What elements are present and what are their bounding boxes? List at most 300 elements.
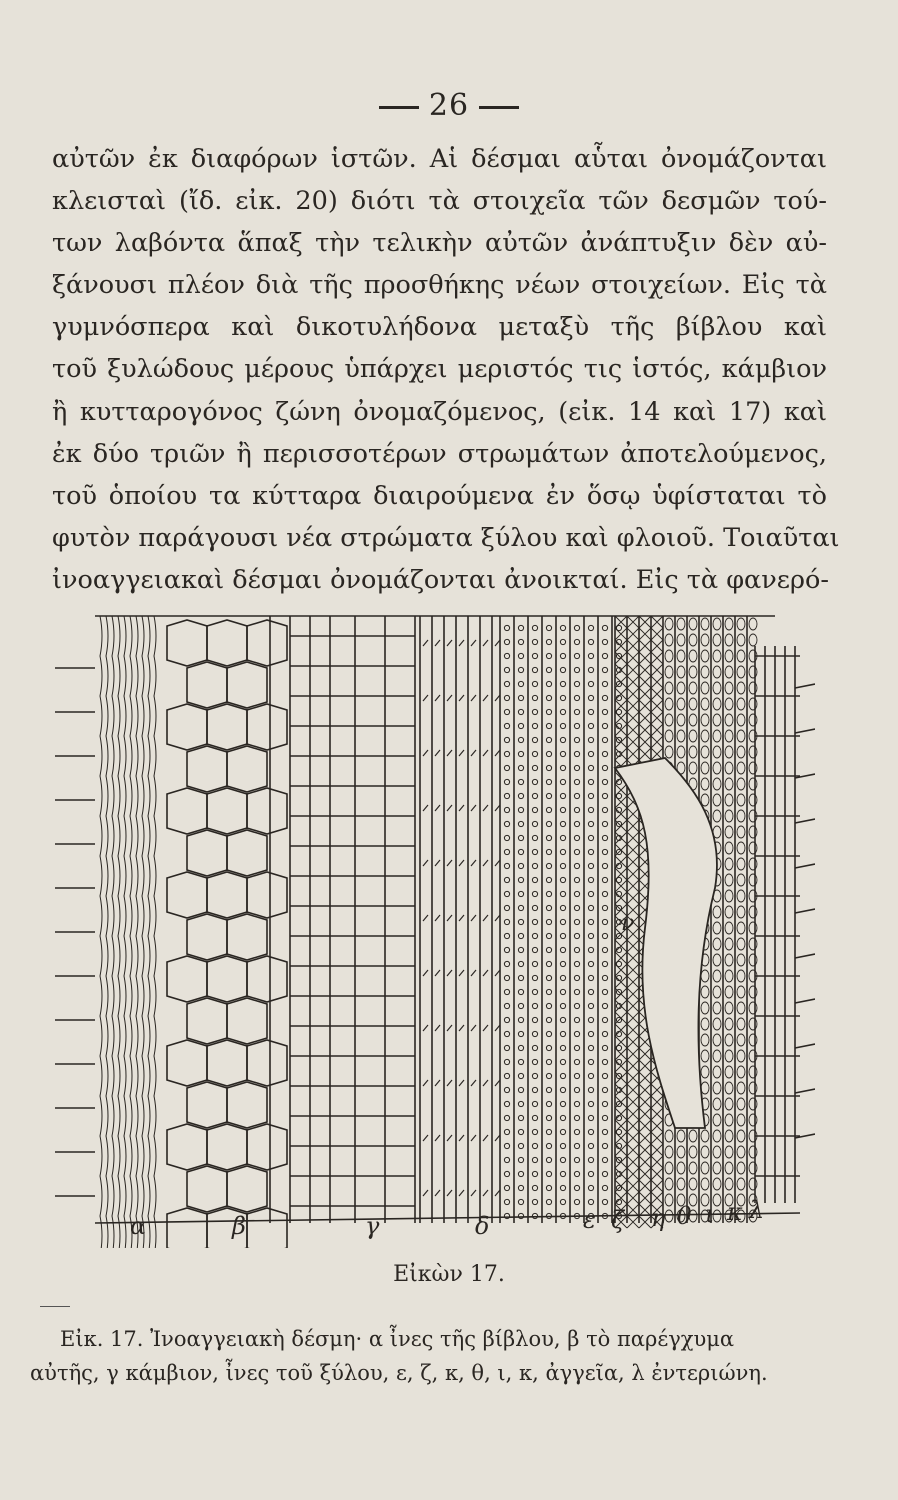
vessel-pit bbox=[574, 821, 579, 826]
edge-tick-right bbox=[795, 864, 815, 868]
vessel-pit bbox=[602, 905, 607, 910]
vessel-ring bbox=[737, 794, 745, 806]
vessel-pit bbox=[560, 751, 565, 756]
vessel-hatch bbox=[639, 748, 651, 760]
vessel-ring bbox=[737, 746, 745, 758]
vessel-ring bbox=[725, 682, 733, 694]
caption-rule bbox=[40, 1306, 70, 1307]
vessel-pit bbox=[518, 989, 523, 994]
vessel-pit bbox=[504, 1171, 509, 1176]
edge-tick-right bbox=[795, 999, 815, 1003]
parenchyma-cell bbox=[187, 662, 227, 708]
fiber-line bbox=[124, 616, 126, 1248]
vessel-pit bbox=[518, 1129, 523, 1134]
vessel-ring bbox=[677, 634, 685, 646]
vessel-ring bbox=[737, 938, 745, 950]
fiber-mark bbox=[423, 805, 428, 811]
parenchyma-cell bbox=[207, 704, 247, 750]
fiber-mark bbox=[423, 970, 428, 976]
vessel-pit bbox=[588, 737, 593, 742]
vessel-hatch bbox=[651, 652, 663, 664]
vessel-pit bbox=[518, 751, 523, 756]
vessel-pit bbox=[546, 695, 551, 700]
vessel-ring bbox=[713, 746, 721, 758]
vessel-ring bbox=[689, 1178, 697, 1190]
vessel-pit bbox=[532, 1129, 537, 1134]
fiber-mark bbox=[435, 915, 440, 921]
vessel-pit bbox=[560, 1101, 565, 1106]
body-line: φυτὸν παράγουσι νέα στρώματα ξύλου καὶ φλοιοῦ. Τοιαῦται bbox=[52, 522, 840, 553]
vessel-pit bbox=[574, 989, 579, 994]
vessel-pit bbox=[588, 1171, 593, 1176]
vessel-pit bbox=[504, 849, 509, 854]
vessel-ring bbox=[737, 1034, 745, 1046]
vessel-ring bbox=[689, 650, 697, 662]
vessel-pit bbox=[546, 1031, 551, 1036]
vessel-ring bbox=[737, 1098, 745, 1110]
fiber-line bbox=[118, 616, 120, 1248]
vessel-hatch bbox=[627, 1156, 639, 1168]
fiber-mark bbox=[483, 1135, 488, 1141]
vessel-ring bbox=[725, 1178, 733, 1190]
vessel-pit bbox=[518, 625, 523, 630]
edge-tick-right bbox=[795, 684, 815, 688]
vessel-pit bbox=[546, 1115, 551, 1120]
body-line: κλεισταὶ (ἴδ. εἰκ. 20) διότι τὰ στοιχεῖα τῶν δεσμῶν τού- bbox=[52, 186, 827, 217]
vessel-pit bbox=[546, 975, 551, 980]
vessel-pit bbox=[588, 933, 593, 938]
vessel-pit bbox=[560, 793, 565, 798]
fiber-mark bbox=[435, 1135, 440, 1141]
figure-label-lambda: λ bbox=[749, 1196, 765, 1224]
vessel-hatch bbox=[627, 1024, 639, 1036]
vessel-pit bbox=[602, 961, 607, 966]
vessel-ring bbox=[665, 634, 673, 646]
vessel-pit bbox=[602, 1157, 607, 1162]
vessel-pit bbox=[504, 821, 509, 826]
vessel-hatch bbox=[627, 1180, 639, 1192]
vessel-ring bbox=[677, 1146, 685, 1158]
fiber-mark bbox=[459, 695, 464, 701]
edge-tick-right bbox=[795, 819, 815, 823]
vessel-pit bbox=[560, 975, 565, 980]
vessel-pit bbox=[532, 807, 537, 812]
vessel-pit bbox=[518, 891, 523, 896]
vessel-pit bbox=[504, 765, 509, 770]
vessel-pit bbox=[504, 667, 509, 672]
vessel-ring bbox=[689, 634, 697, 646]
vessel-pit bbox=[546, 1073, 551, 1078]
fiber-line bbox=[106, 616, 108, 1248]
vessel-pit bbox=[574, 877, 579, 882]
vessel-ring bbox=[713, 714, 721, 726]
vessel-pit bbox=[588, 891, 593, 896]
fiber-mark bbox=[459, 805, 464, 811]
vessel-hatch bbox=[651, 1180, 663, 1192]
vessel-ring bbox=[701, 1162, 709, 1174]
fiber-mark bbox=[471, 860, 476, 866]
vessel-pit bbox=[588, 681, 593, 686]
vessel-ring bbox=[737, 1018, 745, 1030]
vessel-pit bbox=[588, 849, 593, 854]
vessel-pit bbox=[504, 975, 509, 980]
figure-label-gamma: γ bbox=[365, 1212, 380, 1240]
vessel-pit bbox=[504, 835, 509, 840]
vessel-hatch bbox=[627, 952, 639, 964]
vessel-hatch bbox=[627, 844, 639, 856]
vessel-pit bbox=[574, 653, 579, 658]
vessel-pit bbox=[518, 877, 523, 882]
vessel-pit bbox=[532, 1157, 537, 1162]
figure-label-iota: ι bbox=[705, 1200, 715, 1228]
fiber-line bbox=[130, 616, 132, 1248]
fiber-mark bbox=[447, 805, 452, 811]
vessel-hatch bbox=[615, 808, 627, 820]
vessel-ring bbox=[677, 618, 685, 630]
fiber-line bbox=[148, 616, 150, 1248]
vessel-hatch bbox=[639, 724, 651, 736]
vessel-pit bbox=[504, 653, 509, 658]
vessel-ring bbox=[713, 906, 721, 918]
vessel-hatch bbox=[627, 868, 639, 880]
fiber-mark bbox=[459, 1025, 464, 1031]
vessel-pit bbox=[546, 821, 551, 826]
vessel-ring bbox=[677, 698, 685, 710]
body-line: τοῦ ξυλώδους μέρους ὑπάρχει μεριστός τις ἱστός, κάμβιον bbox=[52, 354, 827, 385]
vessel-pit bbox=[588, 1157, 593, 1162]
vessel-hatch bbox=[615, 640, 627, 652]
vessel-hatch bbox=[651, 1096, 663, 1108]
vessel-pit bbox=[560, 1115, 565, 1120]
vessel-hatch bbox=[651, 1156, 663, 1168]
vessel-pit bbox=[504, 989, 509, 994]
vessel-pit bbox=[532, 1017, 537, 1022]
vessel-pit bbox=[518, 1003, 523, 1008]
vessel-pit bbox=[560, 1031, 565, 1036]
fiber-mark bbox=[471, 1190, 476, 1196]
vessel-ring bbox=[677, 666, 685, 678]
vessel-ring bbox=[737, 890, 745, 902]
vessel-pit bbox=[532, 947, 537, 952]
vessel-ring bbox=[701, 1034, 709, 1046]
vessel-hatch bbox=[627, 1084, 639, 1096]
vessel-hatch bbox=[615, 1060, 627, 1072]
vessel-ring bbox=[737, 762, 745, 774]
vessel-ring bbox=[725, 634, 733, 646]
vessel-pit bbox=[518, 1199, 523, 1204]
vessel-ring bbox=[737, 858, 745, 870]
vessel-ring bbox=[689, 714, 697, 726]
fiber-mark bbox=[459, 1190, 464, 1196]
fiber-mark bbox=[447, 695, 452, 701]
vessel-pit bbox=[602, 751, 607, 756]
fiber-line bbox=[154, 616, 156, 1248]
fiber-mark bbox=[447, 750, 452, 756]
vessel-ring bbox=[725, 746, 733, 758]
vessel-pit bbox=[602, 1171, 607, 1176]
vessel-pit bbox=[532, 961, 537, 966]
vessel-pit bbox=[518, 1143, 523, 1148]
vessel-pit bbox=[546, 1157, 551, 1162]
vessel-pit bbox=[574, 695, 579, 700]
vessel-pit bbox=[518, 975, 523, 980]
vessel-pit bbox=[546, 947, 551, 952]
vessel-ring bbox=[725, 1034, 733, 1046]
vessel-pit bbox=[518, 1017, 523, 1022]
vessel-pit bbox=[588, 835, 593, 840]
vessel-ring bbox=[737, 1002, 745, 1014]
vessel-pit bbox=[504, 1115, 509, 1120]
page-number-dash-right bbox=[479, 106, 519, 109]
vessel-ring bbox=[737, 874, 745, 886]
vessel-ring bbox=[677, 730, 685, 742]
vessel-pit bbox=[560, 1087, 565, 1092]
vessel-ring bbox=[701, 1002, 709, 1014]
vessel-ring bbox=[665, 682, 673, 694]
vessel-pit bbox=[504, 905, 509, 910]
vessel-hatch bbox=[651, 1144, 663, 1156]
vessel-pit bbox=[518, 793, 523, 798]
body-line: ἰνοαγγειακαὶ δέσμαι ὀνομάζονται ἀνοικταί. Εἰς τὰ φανερό- bbox=[52, 564, 829, 595]
vessel-ring bbox=[737, 1178, 745, 1190]
parenchyma-cell bbox=[167, 872, 207, 918]
vessel-pit bbox=[560, 947, 565, 952]
vessel-pit bbox=[532, 667, 537, 672]
vessel-ring bbox=[689, 1162, 697, 1174]
vessel-hatch bbox=[615, 1024, 627, 1036]
parenchyma-cell bbox=[227, 1166, 267, 1212]
vessel-pit bbox=[574, 975, 579, 980]
parenchyma-cell bbox=[167, 956, 207, 1002]
vessel-ring bbox=[665, 666, 673, 678]
caption-line: Εἰκ. 17. Ἰνοαγγειακὴ δέσμη· α ἶνες τῆς βίβλου, β τὸ παρέγχυμα bbox=[60, 1327, 735, 1351]
vessel-pit bbox=[588, 1045, 593, 1050]
vessel-ring bbox=[749, 634, 757, 646]
vessel-ring bbox=[737, 922, 745, 934]
vessel-pit bbox=[560, 1003, 565, 1008]
vessel-pit bbox=[574, 681, 579, 686]
vessel-pit bbox=[546, 989, 551, 994]
vessel-pit bbox=[546, 807, 551, 812]
vessel-ring bbox=[713, 1002, 721, 1014]
vessel-pit bbox=[602, 1199, 607, 1204]
vessel-pit bbox=[574, 723, 579, 728]
vessel-pit bbox=[574, 639, 579, 644]
vessel-pit bbox=[532, 681, 537, 686]
vessel-hatch bbox=[651, 688, 663, 700]
vessel-ring bbox=[713, 762, 721, 774]
vessel-hatch bbox=[615, 892, 627, 904]
vessel-hatch bbox=[627, 1048, 639, 1060]
parenchyma-cell bbox=[167, 1124, 207, 1170]
edge-tick-right bbox=[795, 1089, 815, 1093]
vessel-pit bbox=[602, 737, 607, 742]
vessel-pit bbox=[560, 765, 565, 770]
vessel-ring bbox=[713, 1098, 721, 1110]
vessel-hatch bbox=[615, 724, 627, 736]
fiber-mark bbox=[483, 1190, 488, 1196]
vessel-pit bbox=[560, 653, 565, 658]
vessel-pit bbox=[504, 1031, 509, 1036]
vessel-ring bbox=[725, 1162, 733, 1174]
vessel-pit bbox=[588, 989, 593, 994]
vessel-pit bbox=[518, 667, 523, 672]
vessel-pit bbox=[588, 1143, 593, 1148]
parenchyma-cell bbox=[227, 1082, 267, 1128]
vessel-pit bbox=[518, 1115, 523, 1120]
vessel-pit bbox=[588, 975, 593, 980]
parenchyma-cell bbox=[247, 956, 287, 1002]
vessel-pit bbox=[518, 807, 523, 812]
vessel-hatch bbox=[615, 1144, 627, 1156]
vessel-ring bbox=[665, 746, 673, 758]
vessel-hatch bbox=[639, 1156, 651, 1168]
vessel-hatch bbox=[639, 1096, 651, 1108]
fiber-mark bbox=[459, 640, 464, 646]
vessel-ring bbox=[701, 618, 709, 630]
vessel-ring bbox=[713, 986, 721, 998]
fiber-mark bbox=[435, 805, 440, 811]
caption-line: αὐτῆς, γ κάμβιον, ἶνες τοῦ ξύλου, ε, ζ, κ, θ, ι, κ, ἀγγεῖα, λ ἐντεριώνη. bbox=[30, 1361, 768, 1385]
vessel-hatch bbox=[627, 712, 639, 724]
vessel-ring bbox=[677, 1178, 685, 1190]
vessel-pit bbox=[574, 1157, 579, 1162]
vessel-hatch bbox=[639, 652, 651, 664]
fiber-mark bbox=[483, 860, 488, 866]
vessel-pit bbox=[518, 1045, 523, 1050]
vessel-hatch bbox=[639, 1168, 651, 1180]
vessel-pit bbox=[532, 765, 537, 770]
vessel-ring bbox=[725, 714, 733, 726]
vessel-ring bbox=[665, 714, 673, 726]
vessel-ring bbox=[701, 714, 709, 726]
vessel-hatch bbox=[627, 976, 639, 988]
vessel-pit bbox=[602, 1143, 607, 1148]
vessel-pit bbox=[588, 1031, 593, 1036]
vessel-pit bbox=[504, 919, 509, 924]
vessel-ring bbox=[737, 1114, 745, 1126]
fiber-mark bbox=[435, 1025, 440, 1031]
parenchyma-cell bbox=[247, 872, 287, 918]
vessel-pit bbox=[588, 905, 593, 910]
vessel-hatch bbox=[639, 712, 651, 724]
vessel-ring bbox=[665, 1146, 673, 1158]
vessel-ring bbox=[701, 634, 709, 646]
vessel-ring bbox=[713, 1162, 721, 1174]
vessel-pit bbox=[560, 1059, 565, 1064]
vessel-ring bbox=[737, 666, 745, 678]
fiber-mark bbox=[435, 750, 440, 756]
vessel-ring bbox=[737, 730, 745, 742]
vessel-ring bbox=[725, 794, 733, 806]
vessel-ring bbox=[701, 1146, 709, 1158]
vessel-ring bbox=[713, 938, 721, 950]
vessel-pit bbox=[560, 695, 565, 700]
vessel-pit bbox=[588, 1073, 593, 1078]
fiber-mark bbox=[483, 805, 488, 811]
vessel-pit bbox=[588, 807, 593, 812]
vessel-ring bbox=[725, 666, 733, 678]
vessel-pit bbox=[574, 1185, 579, 1190]
parenchyma-cell bbox=[167, 704, 207, 750]
vessel-pit bbox=[602, 1059, 607, 1064]
parenchyma-cell bbox=[187, 1082, 227, 1128]
fiber-mark bbox=[471, 805, 476, 811]
vessel-pit bbox=[504, 1157, 509, 1162]
vessel-hatch bbox=[627, 1108, 639, 1120]
vessel-pit bbox=[532, 1031, 537, 1036]
vessel-pit bbox=[574, 779, 579, 784]
vessel-pit bbox=[602, 1129, 607, 1134]
vessel-pit bbox=[518, 905, 523, 910]
vessel-ring bbox=[713, 922, 721, 934]
vessel-pit bbox=[504, 961, 509, 966]
vessel-ring bbox=[737, 1130, 745, 1142]
vessel-pit bbox=[574, 625, 579, 630]
vessel-pit bbox=[574, 1087, 579, 1092]
fiber-mark bbox=[447, 640, 452, 646]
vessel-ring bbox=[713, 618, 721, 630]
fibrovascular-bundle-drawing bbox=[55, 608, 815, 1248]
vessel-hatch bbox=[639, 1192, 651, 1204]
vessel-ring bbox=[713, 1018, 721, 1030]
vessel-hatch bbox=[627, 1036, 639, 1048]
parenchyma-cell bbox=[247, 704, 287, 750]
vessel-pit bbox=[504, 681, 509, 686]
vessel-pit bbox=[602, 723, 607, 728]
vessel-ring bbox=[713, 682, 721, 694]
parenchyma-cell bbox=[167, 620, 207, 666]
vessel-pit bbox=[532, 1003, 537, 1008]
vessel-pit bbox=[532, 793, 537, 798]
vessel-pit bbox=[560, 919, 565, 924]
vessel-ring bbox=[737, 970, 745, 982]
vessel-ring bbox=[701, 666, 709, 678]
vessel-pit bbox=[602, 975, 607, 980]
vessel-ring bbox=[665, 1130, 673, 1142]
vessel-hatch bbox=[639, 1072, 651, 1084]
vessel-ring bbox=[677, 746, 685, 758]
vessel-pit bbox=[504, 1045, 509, 1050]
parenchyma-cell bbox=[227, 830, 267, 876]
fiber-mark bbox=[483, 1025, 488, 1031]
vessel-pit bbox=[602, 1017, 607, 1022]
vessel-pit bbox=[588, 1087, 593, 1092]
vessel-pit bbox=[504, 1185, 509, 1190]
vessel-pit bbox=[518, 1031, 523, 1036]
vessel-hatch bbox=[639, 1144, 651, 1156]
vessel-hatch bbox=[639, 640, 651, 652]
fiber-mark bbox=[447, 915, 452, 921]
vessel-pit bbox=[574, 947, 579, 952]
vessel-ring bbox=[737, 1162, 745, 1174]
vessel-hatch bbox=[639, 1108, 651, 1120]
vessel-pit bbox=[574, 667, 579, 672]
vessel-hatch bbox=[627, 1000, 639, 1012]
vessel-pit bbox=[602, 989, 607, 994]
vessel-hatch bbox=[627, 808, 639, 820]
vessel-hatch bbox=[651, 1108, 663, 1120]
figure-label-beta: β bbox=[232, 1212, 246, 1240]
vessel-hatch bbox=[651, 712, 663, 724]
vessel-pit bbox=[546, 1101, 551, 1106]
vessel-pit bbox=[602, 1073, 607, 1078]
vessel-pit bbox=[504, 877, 509, 882]
vessel-ring bbox=[737, 1082, 745, 1094]
vessel-pit bbox=[518, 849, 523, 854]
vessel-pit bbox=[602, 863, 607, 868]
edge-tick-right bbox=[795, 1044, 815, 1048]
